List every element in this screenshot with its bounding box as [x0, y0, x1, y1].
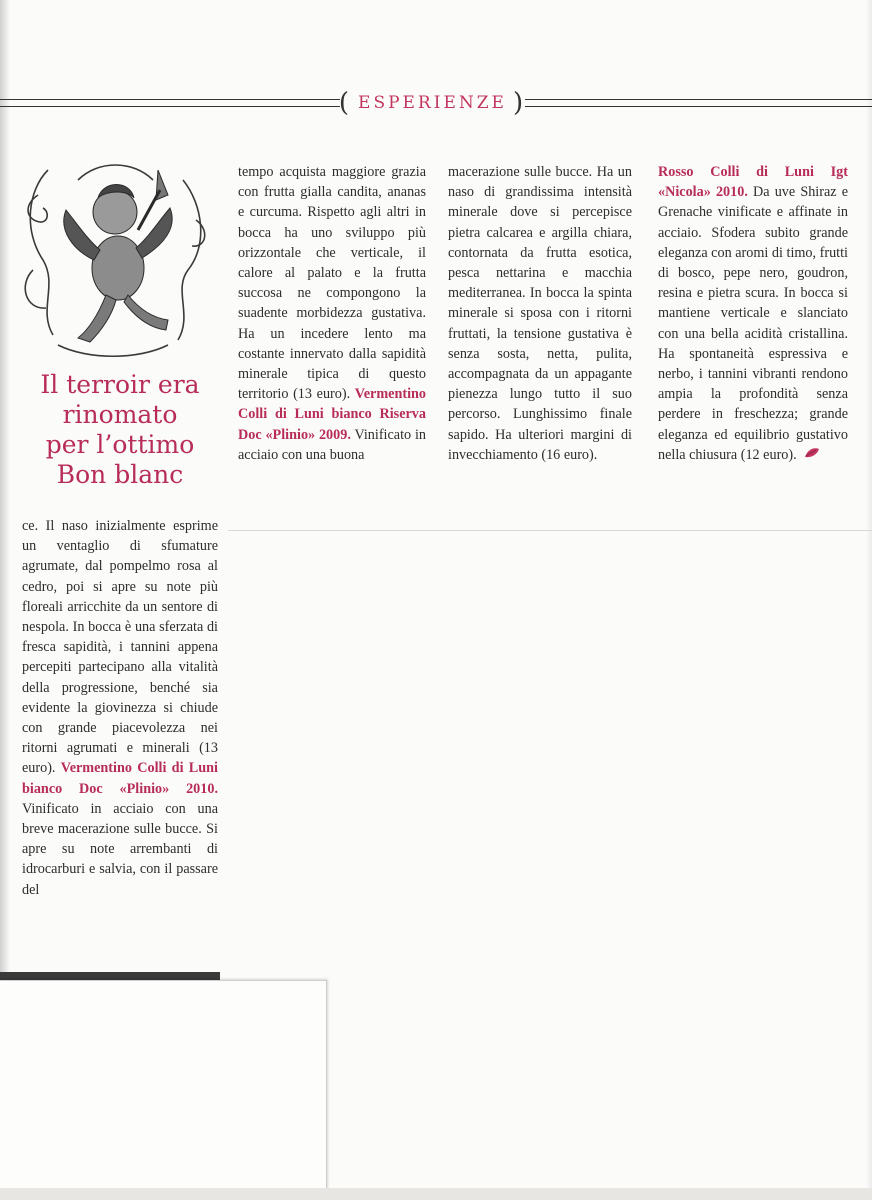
leaf-end-mark-icon — [804, 445, 820, 465]
header-rule-right-bottom — [525, 106, 872, 107]
headline — [20, 370, 220, 490]
headline-line: per l’ottimo — [45, 430, 195, 459]
text-column-3 — [448, 162, 632, 465]
body-text: ce. Il naso inizialmente esprime un ventaglio di sfumature agrumate, dal pompelmo rosa al cedro, poi si apre su note più floreali arricchite da un sentore di nespola. In bocca è una sferzata di fresca sapidità, i tannini appena percepiti partecipano alla vitalità della progressione, benché sia evidente la giovinezza si chiude con grande piacevolezza nei ritorni agrumati e minerali (13 euro). — [22, 518, 218, 777]
body-text: tempo acquista maggiore grazia con frutta gialla candita, ananas e curcuma. Rispetto agli altri in bocca ha uno sviluppo più orizzontale che verticale, il calore al palato e la frutta succosa ne compongono la suadente morbidezza gustativa. Ha un incedere lento ma costante innervato dalla sapidità minerale tipica di questo territorio (13 euro). — [238, 164, 426, 403]
headline-line: Il terroir era — [40, 370, 200, 399]
wine-name: Vermentino Colli di Luni bianco Doc «Plinio» 2010. — [22, 760, 218, 797]
wine-name: Vermentino Colli di Luni bianco Riserva Doc «Plinio» 2009. — [238, 386, 426, 443]
header-rule-left-bottom — [0, 106, 340, 107]
headline-line: rinomato — [62, 400, 178, 429]
body-text: Da uve Shiraz e Grenache vinificate e affinate in acciaio. Sfodera subito grande eleganza con aromi di timo, frutti di bosco, pepe nero, goudron, resina e pietra scura. In bocca si mantiene verticale e slanciato con una bella acidità cristallina. Ha spontaneità espressiva e nerbo, i tannini vibranti rendono ampia la profondità senza perdere in freschezza; grande eleganza ed equilibrio gustativo nella chiusura (12 euro). — [658, 184, 848, 463]
body-text: macerazione sulle bucce. Ha un naso di grandissima intensità minerale dove si percepisce pietra calcarea e argilla chiara, contornata da frutta esotica, pesca nettarina e macchia mediterranea. In bocca la spinta minerale si sposa con i ritorni fruttati, la tensione gustativa è senza sosta, netta, pulita, accompagnata da un appagante pienezza lungo tutto il suo percorso. Lunghissimo finale sapido. Ha ulteriori margini di invecchiamento (16 euro). — [448, 164, 632, 463]
header-rule-right-top — [525, 99, 872, 100]
section-label — [340, 86, 525, 120]
section-header — [0, 86, 872, 120]
body-text: Vinificato in acciaio con una breve macerazione sulle bucce. Si apre su note arrembanti di idrocarburi e salvia, con il passare del — [22, 800, 218, 898]
section-label-text: ESPERIENZE — [358, 93, 507, 113]
header-rule-left-top — [0, 99, 340, 100]
body-text: Vinificato in acciaio con una buona — [238, 426, 426, 463]
text-column-1 — [22, 516, 218, 900]
scan-right-shadow — [866, 0, 872, 1200]
scan-bottom-edge — [0, 1188, 872, 1200]
text-column-2 — [238, 162, 426, 465]
pasted-paper-overlay — [0, 980, 327, 1189]
right-paren-icon: ) — [512, 88, 527, 118]
text-column-4 — [658, 162, 848, 466]
cherub-ornament-icon — [18, 150, 213, 365]
headline-line: Bon blanc — [56, 460, 184, 489]
left-paren-icon: ( — [338, 88, 353, 118]
wine-name: Rosso Colli di Luni Igt «Nicola» 2010. — [658, 164, 848, 201]
column-divider-rule — [228, 530, 872, 531]
